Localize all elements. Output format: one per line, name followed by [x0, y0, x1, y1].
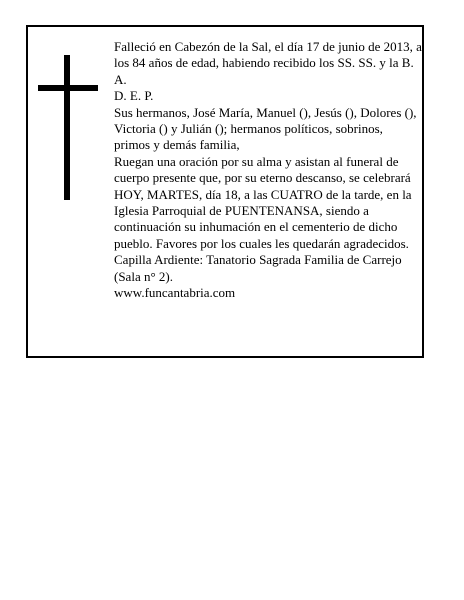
website-link: www.funcantabria.com	[114, 285, 236, 301]
cross-horizontal-bar	[38, 85, 98, 91]
family-list: Sus hermanos, José María, Manuel (), Jesús (), Dolores (), Victoria () y Julián (); hermanos políticos, sobrinos, primos y demás familia,	[114, 104, 417, 153]
funeral-details: Ruegan una oración por su alma y asistan al funeral de cuerpo presente que, por su eterno descanso, se celebrará HOY, MARTES, día 18, a las CUATRO de la tarde, en la Iglesia Parroquial de PUENTENANSA, siendo a continuación su inhumación en el cementerio de dicho pueblo. Favores por los cuales les quedarán agradecidos. Capilla Ardiente: Tanatorio Sagrada Familia de Carrejo (Sala n° 2).	[114, 153, 412, 284]
cross-vertical-bar	[64, 55, 70, 200]
cross-icon	[38, 55, 98, 200]
rest-in-peace: D. E. P.	[114, 88, 154, 104]
death-announcement: Falleció en Cabezón de la Sal, el día 17 de junio de 2013, a los 84 años de edad, habiendo recibido los SS. SS. y la B. A.	[114, 39, 422, 87]
obituary-notice	[26, 25, 424, 358]
notice-text	[114, 39, 422, 302]
